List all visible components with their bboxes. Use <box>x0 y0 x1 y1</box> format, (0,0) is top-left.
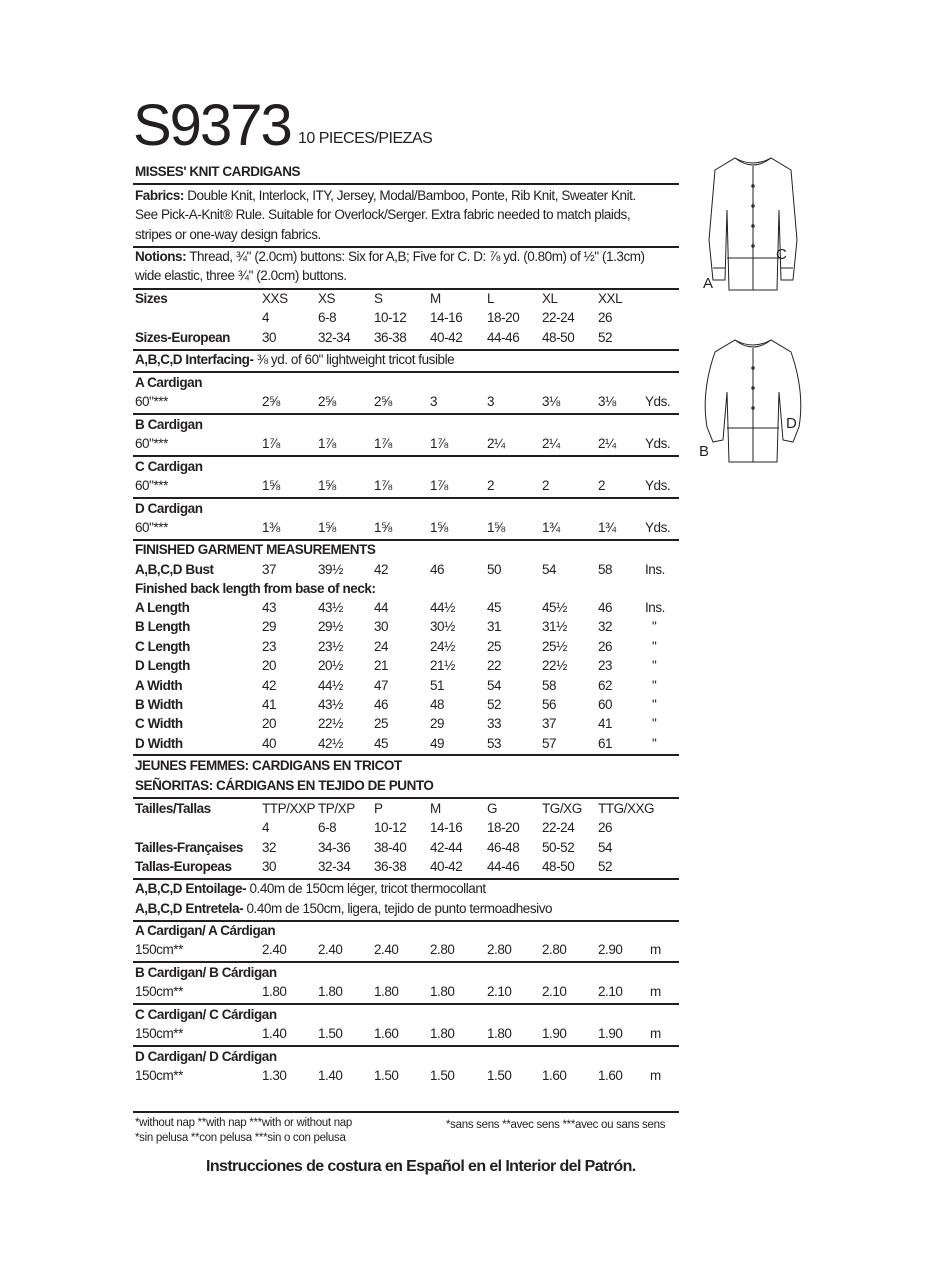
pattern-number: S9373 <box>133 93 291 158</box>
intl-size-cell: P <box>374 801 383 816</box>
metric-cell: 1.50 <box>318 1026 343 1041</box>
intl-sizes-label: Tailles/Tallas <box>135 801 211 816</box>
metric-view-label: C Cardigan/ C Cárdigan <box>135 1007 277 1022</box>
fabric-width: 150cm** <box>135 1068 183 1083</box>
fabrics-line3: stripes or one-way design fabrics. <box>135 227 321 242</box>
unit: m <box>650 1068 661 1083</box>
measurement-cell: 41 <box>262 697 277 712</box>
yardage-cell: 1⅝ <box>318 520 336 535</box>
yardage-view-label: A Cardigan <box>135 375 203 390</box>
yardage-cell: 1⅞ <box>374 436 392 451</box>
bust-cell: 50 <box>487 562 502 577</box>
footnote-fr: *sans sens **avec sens ***avec ou sans sens <box>446 1119 666 1131</box>
view-label-a: A <box>703 275 714 292</box>
unit: " <box>652 619 657 635</box>
fabric-width: 150cm** <box>135 984 183 999</box>
measurement-cell: 37 <box>542 716 557 732</box>
size-euro-cell: 30 <box>262 330 277 345</box>
yardage-cell: 2¼ <box>487 436 505 451</box>
unit: m <box>650 1026 661 1041</box>
size-letter-cell: XS <box>318 291 336 306</box>
measurement-cell: 25 <box>487 638 502 654</box>
french-size-cell: 34-36 <box>318 840 351 855</box>
measurement-cell: 22½ <box>542 658 567 674</box>
french-size-cell: 42-44 <box>430 840 463 855</box>
entoilage-label: A,B,C,D Entoilage- <box>135 881 247 896</box>
measurement-cell: 24 <box>374 638 389 654</box>
intl-size-number-cell: 18-20 <box>487 820 520 835</box>
interfacing-text: ⅜ yd. of 60" lightweight tricot fusible <box>253 352 455 367</box>
size-euro-cell: 48-50 <box>542 330 575 345</box>
metric-view-label: A Cardigan/ A Cárdigan <box>135 923 276 938</box>
metric-view-label: D Cardigan/ D Cárdigan <box>135 1049 277 1064</box>
european-size-cell: 32-34 <box>318 859 351 874</box>
divider <box>133 349 679 351</box>
divider <box>133 878 679 880</box>
unit: Yds. <box>645 520 671 535</box>
yardage-cell: 1⅞ <box>374 478 392 493</box>
size-number-cell: 18-20 <box>487 310 520 325</box>
european-sizes-label: Tallas-Europeas <box>135 859 232 874</box>
divider <box>133 455 679 457</box>
measurement-cell: 45½ <box>542 600 567 615</box>
divider <box>133 371 679 373</box>
measurement-label: C Width <box>135 716 183 732</box>
intl-size-cell: G <box>487 801 498 816</box>
measurement-cell: 48 <box>430 697 445 712</box>
intl-size-cell: TP/XP <box>318 801 355 816</box>
size-number-cell: 4 <box>262 310 270 325</box>
measurement-cell: 60 <box>598 697 613 712</box>
measurement-cell: 31½ <box>542 619 567 635</box>
metric-cell: 2.10 <box>542 984 567 999</box>
metric-cell: 2.40 <box>374 942 399 957</box>
unit: " <box>652 638 657 654</box>
unit: Yds. <box>645 394 671 409</box>
bust-cell: 54 <box>542 562 557 577</box>
yardage-cell: 1¾ <box>598 520 616 535</box>
metric-view-label: B Cardigan/ B Cárdigan <box>135 965 277 980</box>
divider <box>133 1003 679 1005</box>
yardage-view-label: D Cardigan <box>135 501 203 516</box>
intl-size-cell: TTP/XXP <box>262 801 316 816</box>
yardage-cell: 2⅝ <box>262 394 280 409</box>
size-letter-cell: XXS <box>262 291 288 306</box>
yardage-cell: 2¼ <box>542 436 560 451</box>
measurement-cell: 52 <box>487 697 502 712</box>
measurement-cell: 20 <box>262 716 277 732</box>
technical-drawings <box>695 150 815 470</box>
european-size-cell: 52 <box>598 859 613 874</box>
title-french: JEUNES FEMMES: CARDIGANS EN TRICOT <box>135 758 402 773</box>
unit: m <box>650 942 661 957</box>
size-letter-cell: L <box>487 291 495 306</box>
size-euro-cell: 52 <box>598 330 613 345</box>
measurement-cell: 42½ <box>318 735 343 751</box>
yardage-cell: 1⅞ <box>430 478 448 493</box>
unit: " <box>652 735 657 751</box>
measurement-cell: 46 <box>598 600 613 615</box>
size-euro-cell: 36-38 <box>374 330 407 345</box>
french-size-cell: 32 <box>262 840 277 855</box>
fabrics-line1 <box>135 188 636 204</box>
metric-cell: 1.80 <box>430 984 455 999</box>
measurement-cell: 41 <box>598 716 613 732</box>
measurement-cell: 51 <box>430 677 445 693</box>
metric-cell: 1.50 <box>430 1068 455 1083</box>
measurement-cell: 29 <box>262 619 277 635</box>
fabric-width: 60"*** <box>135 394 168 409</box>
entoilage-text: 0.40m de 150cm léger, tricot thermocollant <box>246 881 486 896</box>
measurement-cell: 58 <box>542 677 557 693</box>
intl-size-number-cell: 6-8 <box>318 820 337 835</box>
bust-cell: 58 <box>598 562 613 577</box>
bust-cell: 46 <box>430 562 445 577</box>
view-label-c: C <box>776 246 787 263</box>
unit: Ins. <box>645 600 665 615</box>
measurement-cell: 20 <box>262 658 277 674</box>
divider <box>133 183 679 185</box>
divider <box>133 539 679 541</box>
title-spanish: SEÑORITAS: CÁRDIGANS EN TEJIDO DE PUNTO <box>135 778 434 793</box>
measurement-cell: 24½ <box>430 638 455 654</box>
measurement-cell: 21 <box>374 658 389 674</box>
metric-cell: 1.80 <box>430 1026 455 1041</box>
notions-line2: wide elastic, three ¾" (2.0cm) buttons. <box>135 268 347 283</box>
intl-size-number-cell: 14-16 <box>430 820 463 835</box>
unit: Yds. <box>645 436 671 451</box>
unit: " <box>652 716 657 732</box>
footnote-en: *without nap **with nap ***with or without nap <box>135 1117 352 1129</box>
yardage-cell: 1⅝ <box>262 478 280 493</box>
size-letter-cell: XXL <box>598 291 623 306</box>
yardage-cell: 2¼ <box>598 436 616 451</box>
measurement-label: B Width <box>135 697 183 712</box>
metric-cell: 1.50 <box>487 1068 512 1083</box>
measurement-cell: 43 <box>262 600 277 615</box>
measurement-label: D Length <box>135 658 190 674</box>
yardage-cell: 3⅛ <box>542 394 560 409</box>
size-letter-cell: S <box>374 291 383 306</box>
piece-count: 10 PIECES/PIEZAS <box>298 130 433 147</box>
measurement-cell: 40 <box>262 735 277 751</box>
european-size-cell: 44-46 <box>487 859 520 874</box>
metric-cell: 1.80 <box>318 984 343 999</box>
bust-label: A,B,C,D Bust <box>135 562 214 577</box>
yardage-cell: 3⅛ <box>598 394 616 409</box>
unit: " <box>652 658 657 674</box>
size-number-cell: 6-8 <box>318 310 337 325</box>
measurement-cell: 44 <box>374 600 389 615</box>
fabrics-line1-label: Fabrics: <box>135 188 184 203</box>
measurement-cell: 30½ <box>430 619 455 635</box>
spanish-instructions-note: Instrucciones de costura en Español en el Interior del Patrón. <box>206 1158 636 1175</box>
yardage-cell: 1⅝ <box>487 520 505 535</box>
yardage-view-label: B Cardigan <box>135 417 203 432</box>
fabric-width: 60"*** <box>135 478 168 493</box>
unit: " <box>652 697 657 712</box>
measurement-cell: 29 <box>430 716 445 732</box>
notions-line1-label: Notions: <box>135 249 187 264</box>
measurement-cell: 56 <box>542 697 557 712</box>
yardage-cell: 1⅝ <box>430 520 448 535</box>
notions-line1 <box>135 249 645 265</box>
fabric-width: 150cm** <box>135 1026 183 1041</box>
interfacing-label: A,B,C,D Interfacing- <box>135 352 254 367</box>
measurement-cell: 46 <box>374 697 389 712</box>
european-size-cell: 48-50 <box>542 859 575 874</box>
sizes-label: Sizes <box>135 291 168 306</box>
entretela-text: 0.40m de 150cm, ligera, tejido de punto termoadhesivo <box>243 901 553 916</box>
measurement-cell: 23 <box>262 638 277 654</box>
measurement-cell: 30 <box>374 619 389 635</box>
measurement-cell: 43½ <box>318 697 343 712</box>
french-size-cell: 54 <box>598 840 613 855</box>
yardage-cell: 1⅞ <box>318 436 336 451</box>
yardage-cell: 1¾ <box>542 520 560 535</box>
measurement-cell: 53 <box>487 735 502 751</box>
metric-cell: 1.80 <box>374 984 399 999</box>
measurement-cell: 62 <box>598 677 613 693</box>
metric-cell: 2.80 <box>430 942 455 957</box>
metric-cell: 1.30 <box>262 1068 287 1083</box>
size-number-cell: 14-16 <box>430 310 463 325</box>
measurement-cell: 43½ <box>318 600 343 615</box>
measurement-cell: 57 <box>542 735 557 751</box>
unit: m <box>650 984 661 999</box>
entretela-label: A,B,C,D Entretela- <box>135 901 244 916</box>
size-euro-cell: 32-34 <box>318 330 351 345</box>
measurement-cell: 61 <box>598 735 613 751</box>
drawing-view-b-d <box>705 340 801 462</box>
bust-cell: 42 <box>374 562 389 577</box>
metric-cell: 1.90 <box>598 1026 623 1041</box>
measurement-label: C Length <box>135 638 190 654</box>
metric-cell: 2.80 <box>487 942 512 957</box>
yardage-cell: 3 <box>487 394 495 409</box>
measurement-cell: 22½ <box>318 716 343 732</box>
measurement-cell: 25½ <box>542 638 567 654</box>
size-number-cell: 10-12 <box>374 310 407 325</box>
european-size-cell: 40-42 <box>430 859 463 874</box>
fabrics-line1-text: Double Knit, Interlock, ITY, Jersey, Modal/Bamboo, Ponte, Rib Knit, Sweater Knit. <box>183 188 636 203</box>
size-euro-cell: 40-42 <box>430 330 463 345</box>
back-length-label: Finished back length from base of neck: <box>135 581 376 596</box>
measurement-cell: 44½ <box>318 677 343 693</box>
yardage-cell: 2⅝ <box>318 394 336 409</box>
divider <box>133 246 679 248</box>
view-label-b: B <box>699 443 710 460</box>
metric-cell: 2.90 <box>598 942 623 957</box>
measurement-label: B Length <box>135 619 190 635</box>
notions-line1-text: Thread, ¾" (2.0cm) buttons: Six for A,B; Five for C. D: ⅞ yd. (0.80m) of ½" (1.3cm) <box>186 249 645 264</box>
divider <box>133 797 679 799</box>
measurement-cell: 21½ <box>430 658 455 674</box>
measurement-cell: 22 <box>487 658 502 674</box>
measurement-cell: 33 <box>487 716 502 732</box>
measurement-cell: 31 <box>487 619 502 635</box>
divider <box>133 920 679 922</box>
measurement-cell: 49 <box>430 735 445 751</box>
measurement-cell: 54 <box>487 677 502 693</box>
unit: Yds. <box>645 478 671 493</box>
yardage-cell: 3 <box>430 394 438 409</box>
measurement-cell: 20½ <box>318 658 343 674</box>
measurement-cell: 29½ <box>318 619 343 635</box>
pattern-title: MISSES' KNIT CARDIGANS <box>135 164 301 179</box>
intl-size-cell: TG/XG <box>542 801 582 816</box>
size-number-cell: 22-24 <box>542 310 575 325</box>
measurement-label: D Width <box>135 735 183 751</box>
size-letter-cell: XL <box>542 291 558 306</box>
metric-cell: 2.80 <box>542 942 567 957</box>
intl-size-cell: TTG/XXG <box>598 801 655 816</box>
measurement-cell: 47 <box>374 677 389 693</box>
divider <box>133 1111 679 1113</box>
measurement-cell: 44½ <box>430 600 455 615</box>
divider <box>133 961 679 963</box>
measurement-cell: 42 <box>262 677 277 693</box>
french-size-cell: 46-48 <box>487 840 520 855</box>
size-euro-cell: 44-46 <box>487 330 520 345</box>
yardage-cell: 1⅞ <box>262 436 280 451</box>
metric-cell: 1.80 <box>487 1026 512 1041</box>
measurement-cell: 25 <box>374 716 389 732</box>
metric-cell: 2.10 <box>598 984 623 999</box>
fabric-width: 60"*** <box>135 436 168 451</box>
measurement-cell: 32 <box>598 619 613 635</box>
yardage-cell: 1⅞ <box>430 436 448 451</box>
bust-cell: 39½ <box>318 562 343 577</box>
interfacing <box>135 352 454 368</box>
divider <box>133 1045 679 1047</box>
yardage-cell: 1⅝ <box>318 478 336 493</box>
yardage-cell: 2⅝ <box>374 394 392 409</box>
measurement-cell: 23½ <box>318 638 343 654</box>
yardage-cell: 1⅜ <box>262 520 280 535</box>
metric-cell: 1.50 <box>374 1068 399 1083</box>
size-letter-cell: M <box>430 291 441 306</box>
measurement-label: A Width <box>135 677 183 693</box>
view-label-d: D <box>786 415 797 432</box>
bust-cell: 37 <box>262 562 277 577</box>
intl-size-number-cell: 22-24 <box>542 820 575 835</box>
yardage-view-label: C Cardigan <box>135 459 203 474</box>
french-size-cell: 50-52 <box>542 840 575 855</box>
french-size-cell: 38-40 <box>374 840 407 855</box>
divider <box>133 413 679 415</box>
intl-size-number-cell: 26 <box>598 820 613 835</box>
unit: Ins. <box>645 562 665 577</box>
metric-cell: 2.10 <box>487 984 512 999</box>
footnote-es: *sin pelusa **con pelusa ***sin o con pelusa <box>135 1132 346 1144</box>
measurement-cell: 23 <box>598 658 613 674</box>
yardage-cell: 1⅝ <box>374 520 392 535</box>
metric-cell: 1.60 <box>598 1068 623 1083</box>
measurement-label: A Length <box>135 600 190 615</box>
measurement-cell: 45 <box>374 735 389 751</box>
french-sizes-label: Tailles-Françaises <box>135 840 243 855</box>
divider <box>133 497 679 499</box>
metric-cell: 1.90 <box>542 1026 567 1041</box>
metric-cell: 1.60 <box>374 1026 399 1041</box>
yardage-cell: 2 <box>542 478 550 493</box>
entretela <box>135 901 552 917</box>
european-size-cell: 36-38 <box>374 859 407 874</box>
yardage-cell: 2 <box>598 478 606 493</box>
metric-cell: 2.40 <box>318 942 343 957</box>
yardage-cell: 2 <box>487 478 495 493</box>
metric-cell: 1.80 <box>262 984 287 999</box>
measurement-cell: 26 <box>598 638 613 654</box>
intl-size-number-cell: 10-12 <box>374 820 407 835</box>
size-number-cell: 26 <box>598 310 613 325</box>
unit: " <box>652 677 657 693</box>
measurements-title: FINISHED GARMENT MEASUREMENTS <box>135 542 376 557</box>
fabrics-line2: See Pick-A-Knit® Rule. Suitable for Overlock/Serger. Extra fabric needed to match plaids, <box>135 207 631 222</box>
intl-size-number-cell: 4 <box>262 820 270 835</box>
measurement-cell: 45 <box>487 600 502 615</box>
entoilage <box>135 881 486 897</box>
fabric-width: 60"*** <box>135 520 168 535</box>
metric-cell: 1.40 <box>318 1068 343 1083</box>
metric-cell: 2.40 <box>262 942 287 957</box>
european-size-cell: 30 <box>262 859 277 874</box>
metric-cell: 1.60 <box>542 1068 567 1083</box>
intl-size-cell: M <box>430 801 441 816</box>
fabric-width: 150cm** <box>135 942 183 957</box>
drawing-view-a-c <box>709 158 797 290</box>
metric-cell: 1.40 <box>262 1026 287 1041</box>
divider <box>133 754 679 756</box>
divider <box>133 288 679 290</box>
sizes-european-label: Sizes-European <box>135 330 230 345</box>
